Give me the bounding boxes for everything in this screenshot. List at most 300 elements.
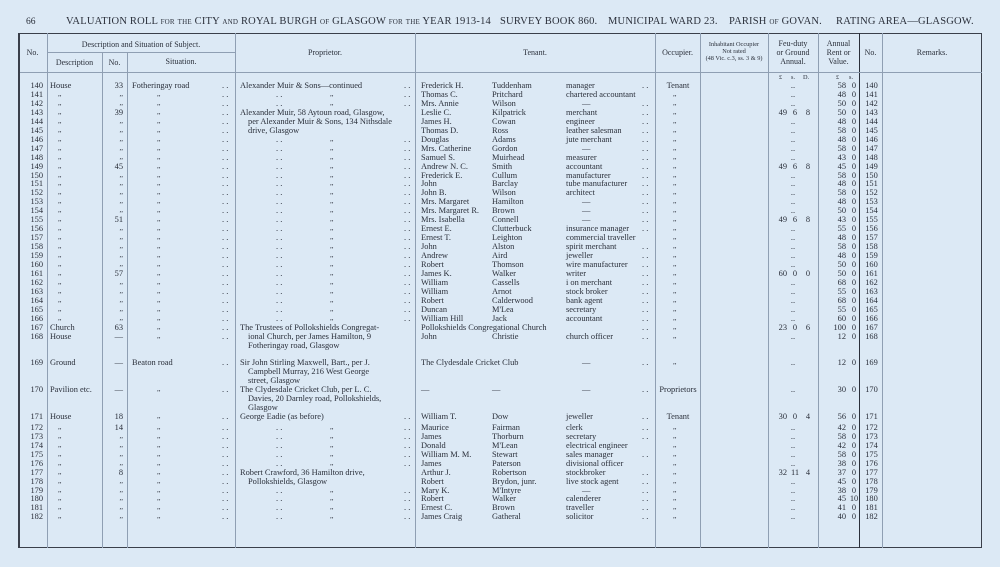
- occupation-leader: . .: [642, 152, 649, 162]
- rent-shillings: 0: [851, 197, 857, 207]
- tenant-occupation: manufacturer: [566, 170, 611, 180]
- tenant-occupation: —: [582, 358, 591, 368]
- proprietor-leader: . .: [404, 260, 411, 269]
- occupier: ,,: [673, 152, 677, 161]
- proprietor-leader: . .: [404, 188, 411, 198]
- proprietor-ditto: ,,: [330, 98, 334, 107]
- description: ,,: [58, 440, 62, 449]
- row-number: 179: [30, 485, 43, 495]
- row-number: 167: [30, 322, 43, 332]
- row-number-right: 177: [865, 467, 878, 477]
- occupier: ,,: [673, 268, 677, 277]
- subject-number: ,,: [119, 152, 123, 161]
- feu-none: ..: [790, 485, 796, 495]
- occupier: ,,: [673, 89, 677, 98]
- tenant-occupation: jeweller: [566, 251, 593, 261]
- proprietor-leader: . .: [276, 197, 283, 207]
- proprietor-leader: . .: [404, 412, 411, 422]
- tenant-first-name: Frederick H.: [421, 81, 464, 90]
- feu-unit-pence: D.: [803, 74, 810, 81]
- description: ,,: [58, 422, 62, 431]
- proprietor-leader: . .: [276, 206, 283, 216]
- occupier: Tenant: [666, 81, 690, 90]
- description: House: [50, 412, 72, 422]
- proprietor-ditto: ,,: [330, 197, 334, 206]
- table-row: [0, 269, 1000, 278]
- situation: ,,: [157, 304, 161, 313]
- description: ,,: [58, 449, 62, 458]
- occupation-leader: . .: [642, 322, 649, 332]
- situation: ,,: [157, 503, 161, 512]
- description: ,,: [58, 485, 62, 494]
- rent-pounds: 68: [837, 295, 846, 305]
- situation: ,,: [157, 179, 161, 188]
- subject-number: ,,: [119, 485, 123, 494]
- rent-shillings: 0: [851, 242, 857, 252]
- tenant-surname: Christie: [492, 331, 519, 341]
- proprietor-leader: . .: [404, 170, 411, 180]
- row-number: 155: [30, 215, 43, 225]
- survey-book: SURVEY BOOK 860.: [500, 16, 598, 27]
- rent-pounds: 60: [837, 313, 846, 323]
- subject-number: ,,: [119, 188, 123, 197]
- tenant-first-name: James: [421, 458, 442, 468]
- feu-pence: 4: [805, 412, 811, 422]
- occupier: ,,: [673, 188, 677, 197]
- tenant-surname: Walker: [492, 494, 516, 504]
- proprietor-ditto: ,,: [330, 242, 334, 251]
- occupier: ,,: [673, 449, 677, 458]
- subject-number: ,,: [119, 449, 123, 458]
- tenant-first-name: Pollokshields Congregational Church: [421, 322, 547, 332]
- situation-leader: . .: [222, 125, 229, 135]
- subject-number: ,,: [119, 98, 123, 107]
- row-number-right: 178: [865, 476, 878, 486]
- row-number-right: 161: [865, 268, 878, 278]
- occupier: ,,: [673, 286, 677, 295]
- rent-pounds: 58: [837, 242, 846, 252]
- feu-none: ..: [790, 188, 796, 198]
- description: House: [50, 81, 72, 90]
- tenant-first-name: Robert: [421, 295, 444, 305]
- tenant-surname: Leighton: [492, 233, 523, 243]
- row-number-right: 165: [865, 304, 878, 314]
- rent-pounds: 40: [837, 512, 846, 522]
- feu-pounds: 49: [778, 107, 787, 117]
- table-row: [0, 459, 1000, 468]
- row-number: 143: [30, 107, 43, 117]
- tenant-surname: Walker: [492, 268, 516, 278]
- feu-none: ..: [790, 458, 796, 468]
- rent-shillings: 0: [851, 313, 857, 323]
- table-row: [0, 512, 1000, 521]
- subject-number: ,,: [119, 242, 123, 251]
- tenant-surname: Clutterbuck: [492, 224, 532, 234]
- situation: ,,: [157, 440, 161, 449]
- feu-none: ..: [790, 503, 796, 513]
- tenant-surname: Cassells: [492, 277, 520, 287]
- feu-none: ..: [790, 476, 796, 486]
- proprietor-ditto: ,,: [330, 494, 334, 503]
- situation-leader: . .: [222, 467, 229, 477]
- proprietor-ditto: ,,: [330, 161, 334, 170]
- occupier: ,,: [673, 322, 677, 331]
- proprietor-leader: . .: [404, 206, 411, 216]
- feu-none: ..: [790, 385, 796, 395]
- description: ,,: [58, 179, 62, 188]
- situation: ,,: [157, 260, 161, 268]
- header-subject: Description and Situation of Subject.: [81, 40, 201, 49]
- header-inhabitant: Inhabitant Occupier Not rated (48 Vic. c.3, ss. 3 & 9): [705, 41, 763, 62]
- tenant-surname: Muirhead: [492, 152, 525, 162]
- row-number: 146: [30, 134, 43, 144]
- tenant-occupation: —: [582, 385, 591, 395]
- subject-number: —: [114, 331, 123, 341]
- occupation-leader: . .: [642, 286, 649, 296]
- tenant-occupation: insurance manager: [566, 224, 630, 234]
- table-row: [0, 99, 1000, 108]
- situation: ,,: [157, 295, 161, 304]
- proprietor-leader: . .: [276, 503, 283, 513]
- situation-leader: . .: [222, 197, 229, 207]
- row-number-right: 164: [865, 295, 878, 305]
- situation: ,,: [157, 170, 161, 179]
- feu-none: ..: [790, 179, 796, 189]
- tenant-occupation: accountant: [566, 313, 603, 323]
- occupation-leader: . .: [642, 116, 649, 126]
- tenant-first-name: Robert: [421, 260, 444, 269]
- table-row: [0, 412, 1000, 421]
- tenant-occupation: tube manufacturer: [566, 179, 628, 189]
- occupation-leader: . .: [642, 125, 649, 135]
- occupation-leader: . .: [642, 476, 649, 486]
- row-number: 157: [30, 233, 43, 243]
- proprietor-leader: . .: [276, 89, 283, 99]
- situation-leader: . .: [222, 224, 229, 234]
- feu-none: ..: [790, 170, 796, 180]
- tenant-surname: Cullum: [492, 170, 518, 180]
- proprietor-line: drive, Glasgow: [248, 125, 300, 135]
- table-row: [0, 358, 1000, 386]
- tenant-first-name: Mary K.: [421, 485, 450, 495]
- tenant-surname: Pritchard: [492, 89, 523, 99]
- rent-shillings: 0: [851, 476, 857, 486]
- subject-number: ,,: [119, 116, 123, 125]
- feu-unit-pound: £: [779, 74, 783, 81]
- proprietor-line: The Clydesdale Cricket Club, per L. C.: [240, 385, 372, 395]
- occupation-leader: . .: [642, 170, 649, 180]
- situation: ,,: [157, 322, 161, 331]
- row-number-right: 144: [865, 116, 878, 126]
- situation-leader: . .: [222, 233, 229, 243]
- proprietor-leader: . .: [276, 134, 283, 144]
- table-row: [0, 179, 1000, 188]
- table-row: [0, 126, 1000, 135]
- table-row: [0, 117, 1000, 126]
- proprietor-ditto: ,,: [330, 485, 334, 494]
- tenant-surname: Aird: [492, 251, 508, 261]
- tenant-first-name: Mrs. Isabella: [421, 215, 465, 225]
- rent-shillings: 10: [849, 494, 859, 504]
- tenant-surname: Hamilton: [492, 197, 524, 207]
- description: ,,: [58, 277, 62, 286]
- feu-shillings: 0: [792, 322, 798, 332]
- tenant-occupation: wire manufacturer: [566, 260, 628, 269]
- description: ,,: [58, 233, 62, 242]
- proprietor-line: Davies, 20 Darnley road, Pollokshields,: [248, 394, 382, 404]
- tenant-occupation: engineer: [566, 116, 595, 126]
- feu-none: ..: [790, 440, 796, 450]
- table-row: [0, 242, 1000, 251]
- tenant-occupation: writer: [566, 268, 586, 278]
- proprietor-leader: . .: [276, 458, 283, 468]
- situation: ,,: [157, 494, 161, 503]
- proprietor-leader: . .: [276, 98, 283, 108]
- rent-pounds: 58: [837, 188, 846, 198]
- situation-leader: . .: [222, 358, 229, 368]
- situation: ,,: [157, 485, 161, 494]
- tenant-occupation: traveller: [566, 503, 594, 513]
- rent-shillings: 0: [851, 107, 857, 117]
- tenant-first-name: Mrs. Margaret R.: [421, 206, 479, 216]
- row-number-right: 141: [865, 89, 878, 99]
- subject-number: ,,: [119, 295, 123, 304]
- rent-pounds: 58: [837, 170, 846, 180]
- situation: ,,: [157, 331, 161, 340]
- feu-none: ..: [790, 286, 796, 296]
- occupation-leader: . .: [642, 512, 649, 522]
- tenant-first-name: —: [421, 385, 430, 395]
- tenant-first-name: William T.: [421, 412, 457, 422]
- row-number-right: 148: [865, 152, 878, 162]
- row-number-right: 175: [865, 449, 878, 459]
- tenant-occupation: live stock agent: [566, 476, 619, 486]
- row-number: 154: [30, 206, 43, 216]
- tenant-occupation: commercial traveller: [566, 233, 636, 243]
- situation-leader: . .: [222, 81, 229, 90]
- tenant-surname: Brown: [492, 206, 515, 216]
- header-description: Description: [55, 58, 94, 67]
- rent-pounds: 56: [837, 412, 846, 422]
- proprietor-ditto: ,,: [330, 224, 334, 233]
- subject-number: ,,: [119, 503, 123, 512]
- rent-pounds: 48: [837, 116, 846, 126]
- description: ,,: [58, 242, 62, 251]
- situation-leader: . .: [222, 188, 229, 198]
- description: ,,: [58, 98, 62, 107]
- proprietor-leader: . .: [404, 224, 411, 234]
- situation-leader: . .: [222, 134, 229, 144]
- table-row: [0, 206, 1000, 215]
- description: ,,: [58, 512, 62, 521]
- tenant-surname: Barclay: [492, 179, 519, 189]
- proprietor-leader: . .: [276, 251, 283, 261]
- proprietor-leader: . .: [276, 170, 283, 180]
- situation: ,,: [157, 286, 161, 295]
- proprietor-ditto: ,,: [330, 449, 334, 458]
- rent-shillings: 0: [851, 440, 857, 450]
- tenant-occupation: clerk: [566, 422, 583, 432]
- tenant-surname: Adams: [492, 134, 516, 144]
- row-number: 160: [30, 260, 43, 269]
- occupation-leader: . .: [642, 215, 649, 225]
- rent-shillings: 0: [851, 125, 857, 135]
- rent-pounds: 50: [837, 260, 846, 269]
- table-row: [0, 144, 1000, 153]
- rent-shillings: 0: [851, 485, 857, 495]
- occupation-leader: . .: [642, 295, 649, 305]
- tenant-surname: Jack: [492, 313, 507, 323]
- proprietor-line: Fotheringay road, Glasgow: [248, 340, 340, 350]
- proprietor-ditto: ,,: [330, 431, 334, 440]
- proprietor-leader: . .: [276, 313, 283, 323]
- tenant-occupation: leather salesman: [566, 125, 622, 135]
- proprietor-ditto: ,,: [330, 268, 334, 277]
- subject-number: 14: [114, 422, 123, 432]
- rent-shillings: 0: [851, 170, 857, 180]
- description: ,,: [58, 260, 62, 268]
- occupation-leader: . .: [642, 81, 649, 90]
- proprietor-leader: . .: [276, 440, 283, 450]
- tenant-occupation: merchant: [566, 107, 598, 117]
- rent-shillings: 0: [851, 304, 857, 314]
- occupier: ,,: [673, 134, 677, 143]
- occupation-leader: . .: [642, 98, 649, 108]
- row-number: 164: [30, 295, 43, 305]
- rent-shillings: 0: [851, 215, 857, 225]
- rent-pounds: 58: [837, 431, 846, 441]
- tenant-first-name: John: [421, 242, 437, 252]
- rent-shillings: 0: [851, 431, 857, 441]
- occupier: ,,: [673, 251, 677, 260]
- occupier: ,,: [673, 313, 677, 322]
- situation-leader: . .: [222, 89, 229, 99]
- feu-shillings: 0: [792, 268, 798, 278]
- tenant-occupation: —: [582, 485, 591, 495]
- row-number: 173: [30, 431, 43, 441]
- description: ,,: [58, 304, 62, 313]
- tenant-first-name: The Clydesdale Cricket Club: [421, 358, 519, 368]
- proprietor-leader: . .: [276, 286, 283, 296]
- tenant-occupation: manager: [566, 81, 595, 90]
- subject-number: 18: [114, 412, 123, 422]
- header-occupier: Occupier.: [662, 48, 693, 57]
- occupation-leader: . .: [642, 224, 649, 234]
- tenant-first-name: Arthur J.: [421, 467, 451, 477]
- tenant-first-name: Duncan: [421, 304, 448, 314]
- row-number-right: 169: [865, 358, 878, 368]
- situation: Beaton road: [132, 358, 173, 368]
- header-subject-no: No.: [108, 58, 121, 67]
- rent-shillings: 0: [851, 467, 857, 477]
- situation-leader: . .: [222, 449, 229, 459]
- description: ,,: [58, 503, 62, 512]
- occupier: ,,: [673, 440, 677, 449]
- rent-pounds: 55: [837, 224, 846, 234]
- feu-pounds: 49: [778, 161, 787, 171]
- rent-shillings: 0: [851, 206, 857, 216]
- tenant-surname: Kilpatrick: [492, 107, 526, 117]
- tenant-occupation: —: [582, 143, 591, 153]
- situation-leader: . .: [222, 304, 229, 314]
- tenant-surname: M'Intyre: [492, 485, 521, 495]
- subject-number: ,,: [119, 304, 123, 313]
- table-row: [0, 503, 1000, 512]
- description: ,,: [58, 89, 62, 98]
- feu-none: ..: [790, 116, 796, 126]
- row-number-right: 156: [865, 224, 878, 234]
- subject-number: ,,: [119, 251, 123, 260]
- situation-leader: . .: [222, 295, 229, 305]
- rent-pounds: 58: [837, 143, 846, 153]
- tenant-occupation: jeweller: [566, 412, 593, 422]
- row-number-right: 160: [865, 260, 878, 269]
- occupation-leader: . .: [642, 206, 649, 216]
- proprietor-ditto: ,,: [330, 512, 334, 521]
- rent-pounds: 58: [837, 125, 846, 135]
- tenant-surname: Paterson: [492, 458, 521, 468]
- rent-pounds: 42: [837, 422, 846, 432]
- occupier: ,,: [673, 503, 677, 512]
- occupier: ,,: [673, 277, 677, 286]
- row-number-right: 158: [865, 242, 878, 252]
- situation: ,,: [157, 251, 161, 260]
- tenant-surname: Thorburn: [492, 431, 524, 441]
- tenant-surname: Tuddenham: [492, 81, 532, 90]
- tenant-surname: Connell: [492, 215, 519, 225]
- rent-shillings: 0: [851, 260, 857, 269]
- row-number: 170: [30, 385, 43, 395]
- occupation-leader: . .: [642, 467, 649, 477]
- proprietor-line: Pollokshields, Glasgow: [248, 476, 328, 486]
- tenant-occupation: —: [582, 197, 591, 207]
- proprietor-line: Alexander Muir, 58 Aytoun road, Glasgow,: [240, 107, 385, 117]
- header-tenant: Tenant.: [523, 48, 547, 57]
- subject-number: 45: [114, 161, 123, 171]
- tenant-occupation: —: [582, 206, 591, 216]
- proprietor-leader: . .: [276, 143, 283, 153]
- tenant-first-name: Thomas D.: [421, 125, 459, 135]
- situation: ,,: [157, 233, 161, 242]
- feu-shillings: 6: [792, 215, 798, 225]
- row-number-right: 154: [865, 206, 878, 216]
- rent-pounds: 55: [837, 304, 846, 314]
- subject-number: ,,: [119, 134, 123, 143]
- row-number-right: 157: [865, 233, 878, 243]
- rent-pounds: 45: [837, 161, 846, 171]
- feu-none: ..: [790, 81, 796, 90]
- row-number: 141: [30, 89, 43, 99]
- table-row: [0, 197, 1000, 206]
- occupier: ,,: [673, 512, 677, 521]
- proprietor-ditto: ,,: [330, 260, 334, 268]
- tenant-occupation: stock broker: [566, 286, 608, 296]
- occupier: ,,: [673, 331, 677, 340]
- feu-pence: 4: [805, 467, 811, 477]
- subject-number: ,,: [119, 277, 123, 286]
- proprietor-leader: . .: [276, 304, 283, 314]
- subject-number: ,,: [119, 170, 123, 179]
- proprietor-leader: . .: [404, 512, 411, 522]
- situation: ,,: [157, 98, 161, 107]
- rent-pounds: 50: [837, 107, 846, 117]
- tenant-first-name: Ernest E.: [421, 224, 452, 234]
- occupier: ,,: [673, 485, 677, 494]
- occupier: ,,: [673, 260, 677, 268]
- row-number: 172: [30, 422, 43, 432]
- subject-number: 8: [118, 467, 123, 477]
- table-row: [0, 332, 1000, 341]
